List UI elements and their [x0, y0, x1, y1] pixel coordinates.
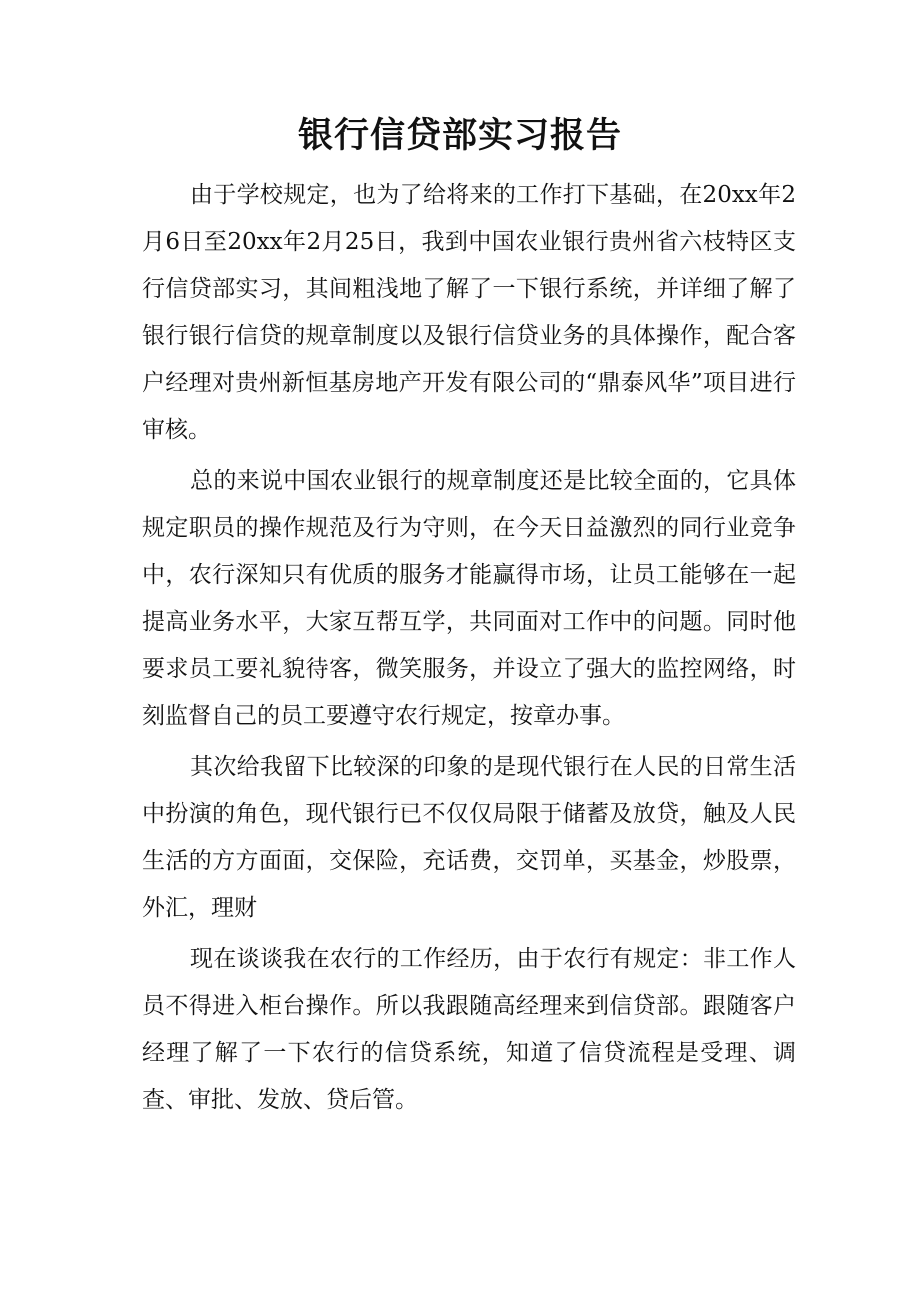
- paragraph-4: 现在谈谈我在农行的工作经历，由于农行有规定：非工作人员不得进入柜台操作。所以我跟随高经理来到信贷部。跟随客户经理了解了一下农行的信贷系统，知道了信贷流程是受理、调查、审批、发放、贷后管。: [142, 946, 796, 1113]
- document-body: [142, 172, 796, 1128]
- paragraph-1: 由于学校规定，也为了给将来的工作打下基础，在20xx年2月6日至20xx年2月25日，我到中国农业银行贵州省六枝特区支行信贷部实习，其间粗浅地了解了一下银行系统，并详细了解了银行银行信贷的规章制度以及银行信贷业务的具体操作，配合客户经理对贵州新恒基房地产开发有限公司的“鼎泰风华”项目进行审核。: [142, 182, 796, 443]
- paragraph-2: 总的来说中国农业银行的规章制度还是比较全面的，它具体规定职员的操作规范及行为守则，在今天日益激烈的同行业竞争中，农行深知只有优质的服务才能赢得市场，让员工能够在一起提高业务水平，大家互帮互学，共同面对工作中的问题。同时他要求员工要礼貌待客，微笑服务，并设立了强大的监控网络，时刻监督自己的员工要遵守农行规定，按章办事。: [142, 468, 796, 729]
- paragraph-3: 其次给我留下比较深的印象的是现代银行在人民的日常生活中扮演的角色，现代银行已不仅仅局限于储蓄及放贷，触及人民生活的方方面面，交保险，充话费，交罚单，买基金，炒股票，外汇，理财: [142, 754, 796, 921]
- document-title: 银行信贷部实习报告: [297, 115, 622, 156]
